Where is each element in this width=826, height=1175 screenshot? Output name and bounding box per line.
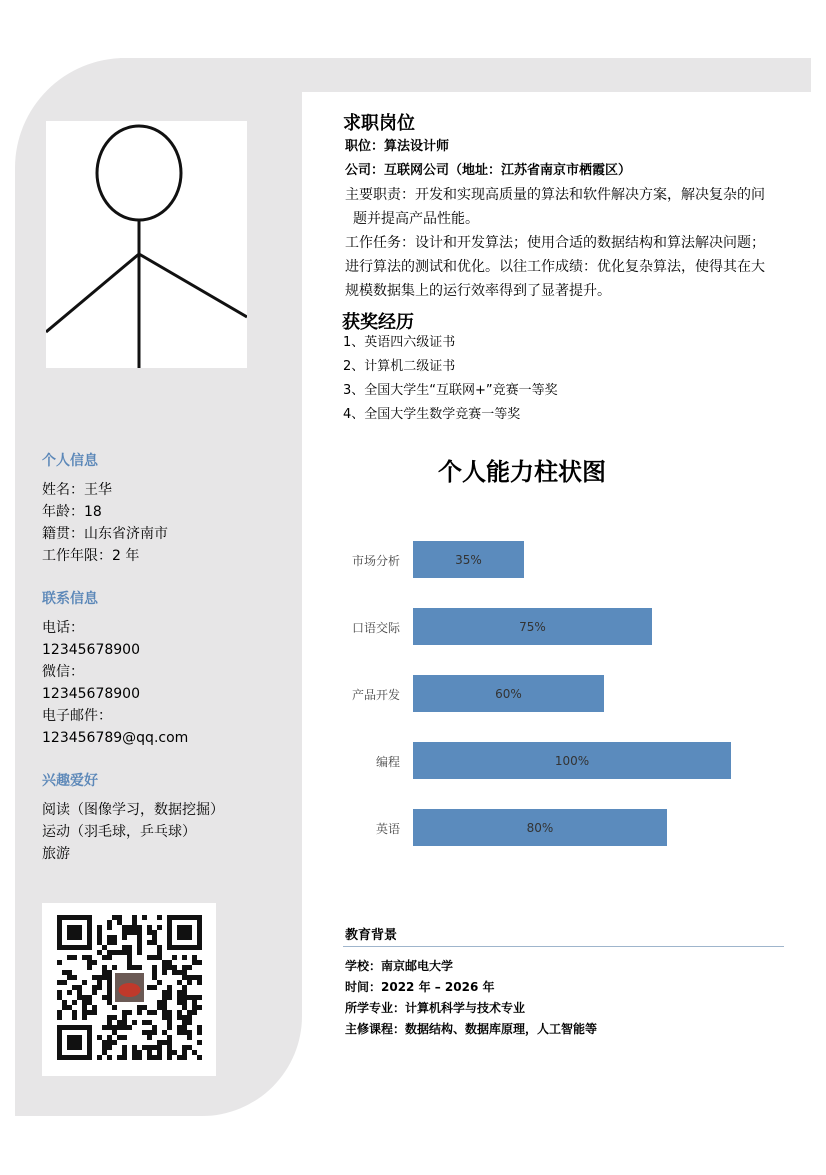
contact-info-block xyxy=(42,617,188,749)
award-item: 1、英语四六级证书 xyxy=(343,335,456,350)
courses-text: 主修课程：数据结构、数据库原理，人工智能等 xyxy=(345,1022,598,1036)
phone-value: 12345678900 xyxy=(42,642,140,658)
position-text: 职位：算法设计师 xyxy=(345,139,450,154)
chart-data-label: 100% xyxy=(554,753,590,768)
hobbies-block xyxy=(42,799,224,865)
chart-category-label: 编程 xyxy=(375,755,400,769)
hobbies-heading: 兴趣爱好 xyxy=(42,773,98,789)
chart-category-label: 英语 xyxy=(375,822,400,836)
chart-category-label: 市场分析 xyxy=(351,554,400,568)
chart-data-label: 75% xyxy=(519,619,546,634)
hobby-item: 旅游 xyxy=(42,846,70,862)
awards-heading: 获奖经历 xyxy=(342,312,414,333)
task-line: 进行算法的测试和优化。以往工作成绩：优化复杂算法，使得其在大 xyxy=(345,259,765,275)
award-item: 3、全国大学生“互联网+”竞赛一等奖 xyxy=(343,383,558,398)
qr-code xyxy=(42,903,216,1076)
school-text: 学校：南京邮电大学 xyxy=(345,959,454,973)
personal-info-block xyxy=(42,479,168,567)
education-block xyxy=(345,956,597,1040)
qr-code-icon xyxy=(42,903,216,1076)
contact-info-heading: 联系信息 xyxy=(42,591,98,607)
major-text: 所学专业：计算机科学与技术专业 xyxy=(345,1001,526,1015)
job-block xyxy=(345,135,795,303)
stick-figure-icon xyxy=(46,121,247,368)
phone-label: 电话： xyxy=(42,620,84,636)
personal-info-heading: 个人信息 xyxy=(42,453,98,469)
award-item: 4、全国大学生数学竞赛一等奖 xyxy=(343,407,521,422)
ability-bar-chart xyxy=(300,530,780,850)
age-text: 年龄：18 xyxy=(42,504,102,520)
chart-bar xyxy=(413,608,652,645)
company-text: 公司：互联网公司（地址：江苏省南京市栖霞区） xyxy=(345,163,632,178)
awards-list xyxy=(343,331,558,427)
wechat-value: 12345678900 xyxy=(42,686,140,702)
hobby-item: 运动（羽毛球，乒乓球） xyxy=(42,824,196,840)
avatar xyxy=(46,121,247,368)
email-label: 电子邮件： xyxy=(42,708,112,724)
chart-bar xyxy=(413,675,604,712)
chart-bar xyxy=(413,541,524,578)
origin-text: 籍贯：山东省济南市 xyxy=(42,526,168,542)
name-text: 姓名：王华 xyxy=(42,482,112,498)
chart-data-label: 60% xyxy=(495,686,522,701)
education-divider xyxy=(343,946,784,947)
duty-line: 题并提高产品性能。 xyxy=(353,211,479,227)
time-text: 时间：2022 年 – 2026 年 xyxy=(345,980,495,994)
wechat-label: 微信： xyxy=(42,664,84,680)
chart-data-label: 35% xyxy=(455,552,482,567)
hobby-item: 阅读（图像学习，数据挖掘） xyxy=(42,802,224,818)
top-band-background xyxy=(120,58,811,92)
chart-data-label: 80% xyxy=(526,820,554,835)
email-value: 123456789@qq.com xyxy=(42,730,189,746)
award-item: 2、计算机二级证书 xyxy=(343,359,456,374)
work-years-text: 工作年限：2 年 xyxy=(42,548,140,564)
chart-category-label: 产品开发 xyxy=(351,688,400,702)
job-heading: 求职岗位 xyxy=(343,113,415,134)
task-line: 工作任务：设计和开发算法；使用合适的数据结构和算法解决问题； xyxy=(345,235,765,251)
chart-title: 个人能力柱状图 xyxy=(438,458,606,486)
task-line: 规模数据集上的运行效率得到了显著提升。 xyxy=(345,283,611,299)
chart-bar xyxy=(413,742,731,779)
chart-bar xyxy=(413,809,667,846)
duty-line: 主要职责：开发和实现高质量的算法和软件解决方案，解决复杂的问 xyxy=(345,187,765,203)
chart-category-label: 口语交际 xyxy=(351,621,400,635)
education-heading: 教育背景 xyxy=(345,928,398,943)
